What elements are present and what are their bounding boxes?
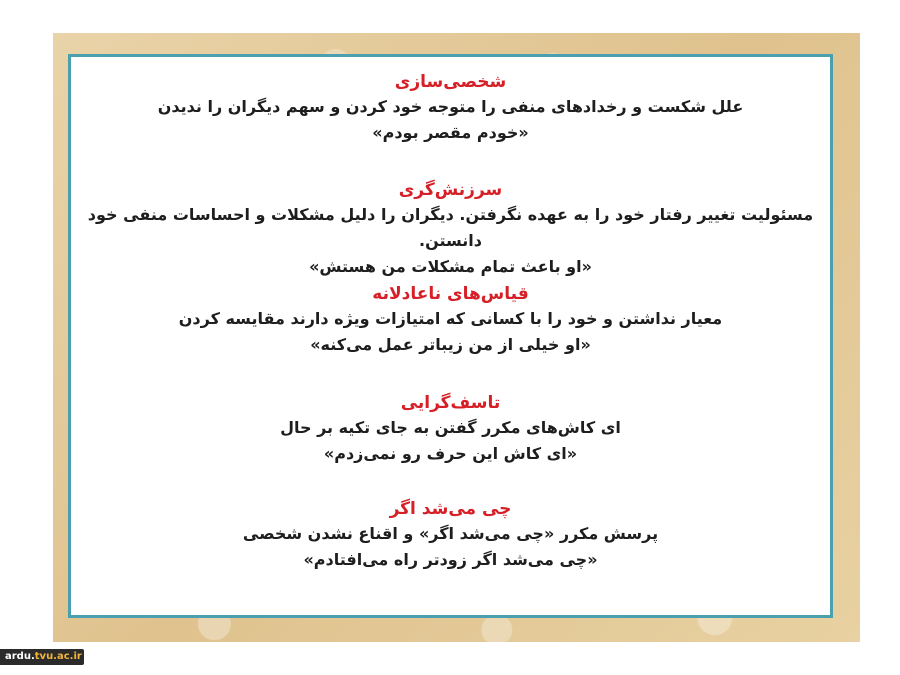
section-line: مسئولیت تغییر رفتار خود را به عهده نگرفتن. دیگران را دلیل مشکلات و احساسات منفی خود: [87, 205, 814, 224]
section-blaming: [77, 178, 824, 280]
watermark-domain-suffix: tvu.ac.ir: [34, 651, 82, 662]
section-quote: «چی می‌شد اگر زودتر راه می‌افتادم»: [303, 550, 598, 569]
content-panel: [68, 54, 833, 618]
section-quote: «او خیلی از من زیباتر عمل می‌کنه»: [310, 335, 591, 354]
section-regret: [77, 391, 824, 467]
section-title: شخصی‌سازی: [394, 72, 507, 92]
section-title: قیاس‌های ناعادلانه: [372, 284, 529, 304]
section-line: معیار نداشتن و خود را با کسانی که امتیازات ویژه دارند مقایسه کردن: [178, 309, 723, 328]
section-quote: «ای کاش این حرف رو نمی‌زدم»: [323, 444, 578, 463]
section-quote: «خودم مقصر بودم»: [372, 123, 529, 142]
site-watermark[interactable]: [0, 649, 84, 665]
section-personalization: [77, 70, 824, 146]
section-line: دانستن.: [419, 231, 482, 250]
section-unfair-comparison: [77, 282, 824, 358]
section-title: تاسف‌گرایی: [400, 393, 501, 413]
section-what-if: [77, 497, 824, 573]
section-line: ای کاش‌های مکرر گفتن به جای تکیه بر حال: [280, 418, 621, 437]
section-title: چی می‌شد اگر: [389, 499, 512, 519]
section-line: علل شکست و رخدادهای منفی را متوجه خود کردن و سهم دیگران را ندیدن: [157, 97, 744, 116]
section-line: پرسش مکرر «چی می‌شد اگر» و اقناع نشدن شخصی: [242, 524, 659, 543]
section-quote: «او باعث تمام مشکلات من هستش»: [309, 257, 592, 276]
watermark-domain-prefix: ardu.: [5, 651, 35, 662]
section-title: سرزنش‌گری: [398, 180, 503, 200]
